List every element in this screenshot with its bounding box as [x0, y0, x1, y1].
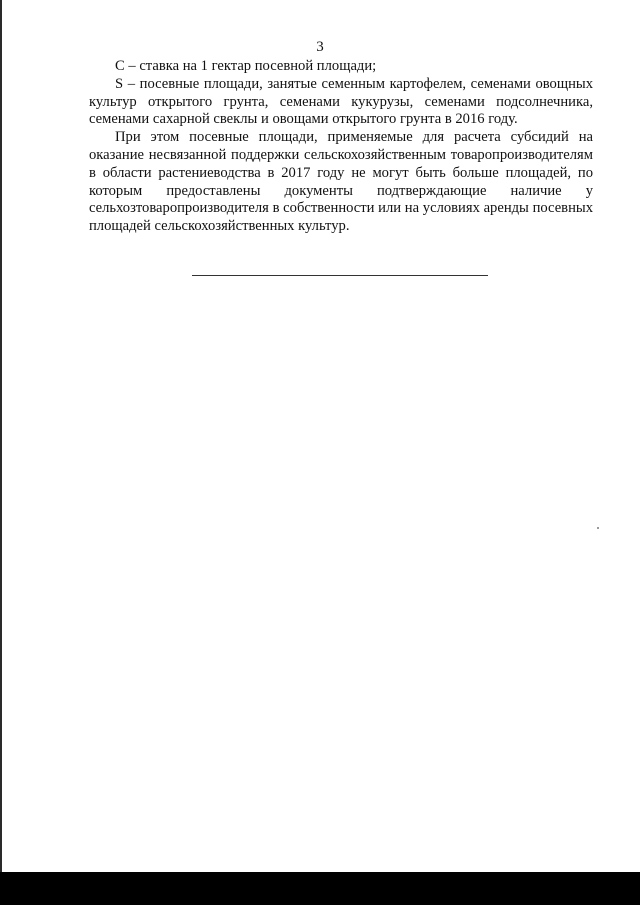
end-separator-line — [192, 275, 488, 276]
scan-speck — [597, 527, 599, 529]
scan-left-edge — [0, 0, 2, 872]
paragraph-rate-definition: C – ставка на 1 гектар посевной площади; — [115, 58, 377, 74]
document-body — [89, 58, 593, 236]
page-number: 3 — [316, 39, 324, 55]
scan-bottom-band — [0, 872, 640, 905]
paragraph-area-limitation: При этом посевные площади, применяемые для расчета субсидий на оказание несвязанной поддержки сельскохозяйственным товаропроизводителям в области растениеводства в 2017 году не могут быть больше площадей, по которым предоставлены документы подтверждающие наличие у сельхозтоваропроизводителя в собственности или на условиях аренды посевных площадей сельскохозяйственных культур. — [89, 129, 593, 235]
paragraph-area-definition: S – посевные площади, занятые семенным картофелем, семенами овощных культур открытого грунта, семенами кукурузы, семенами подсолнечника, семенами сахарной свеклы и овощами открытого грунта в 2016 году. — [89, 75, 593, 128]
